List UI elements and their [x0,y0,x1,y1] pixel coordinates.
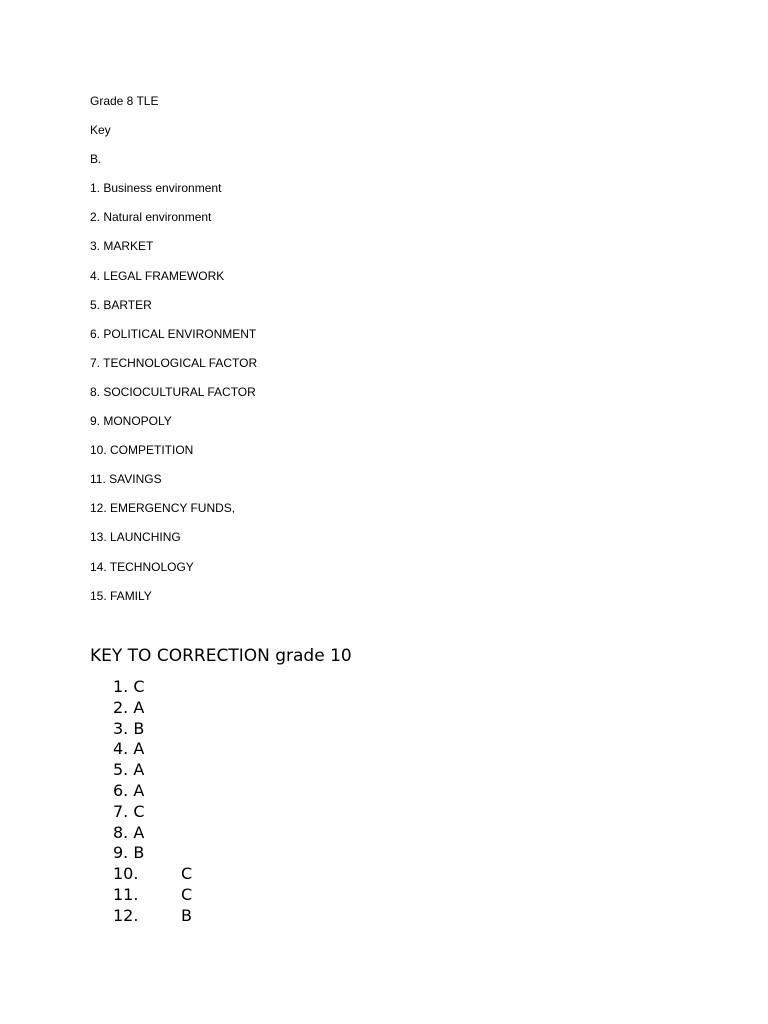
doc-line: 9. MONOPOLY [90,414,172,429]
answer-item [113,677,192,698]
answer-letter: A [133,780,145,800]
answer-item [113,906,192,927]
answer-item [113,843,192,864]
answer-item [113,823,192,844]
doc-line: Key [90,123,111,138]
answer-item [113,760,192,781]
correction-title: KEY TO CORRECTION grade 10 [90,646,352,666]
answer-number: 11. [113,884,139,904]
answer-number: 7. [113,801,129,821]
answer-letter: A [133,697,145,717]
answer-list [113,677,192,927]
doc-line: 7. TECHNOLOGICAL FACTOR [90,355,258,370]
answer-letter: A [133,739,145,759]
doc-line: 11. SAVINGS [90,472,162,487]
answer-item [113,781,192,802]
answer-number: 4. [113,739,129,759]
answer-number: 2. [113,697,129,717]
doc-line: 10. COMPETITION [90,443,194,458]
answer-number: 1. [113,677,129,696]
answer-item [113,698,192,719]
answer-number: 12. [113,905,139,925]
doc-line: B. [90,152,102,167]
doc-line: 13. LAUNCHING [90,530,181,545]
grade-8-key-list [90,94,257,618]
answer-number: 3. [113,718,129,738]
doc-line: 12. EMERGENCY FUNDS, [90,501,236,516]
answer-number: 9. [113,843,129,863]
answer-number: 5. [113,760,129,780]
answer-number: 10. [113,864,139,884]
answer-letter: B [133,843,145,863]
answer-letter: C [181,864,193,884]
answer-item [113,802,192,823]
doc-line: 3. MARKET [90,239,154,254]
doc-line: 4. LEGAL FRAMEWORK [90,268,225,283]
answer-item [113,719,192,740]
answer-item [113,739,192,760]
doc-line: Grade 8 TLE [90,94,159,108]
answer-letter: B [133,718,145,738]
answer-number: 6. [113,780,129,800]
answer-letter: C [181,884,193,904]
doc-line: 6. POLITICAL ENVIRONMENT [90,326,257,341]
doc-line: 14. TECHNOLOGY [90,559,194,574]
doc-line: 1. Business environment [90,181,222,196]
answer-letter: A [133,822,145,842]
doc-line: 15. FAMILY [90,588,152,603]
answer-item [113,864,192,885]
doc-line: 2. Natural environment [90,210,212,225]
doc-line: 5. BARTER [90,297,152,312]
answer-letter: C [133,801,145,821]
answer-number: 8. [113,822,129,842]
answer-letter: C [133,677,145,696]
answer-item [113,885,192,906]
answer-letter: A [133,760,145,780]
doc-line: 8. SOCIOCULTURAL FACTOR [90,384,256,399]
answer-letter: B [181,905,192,925]
